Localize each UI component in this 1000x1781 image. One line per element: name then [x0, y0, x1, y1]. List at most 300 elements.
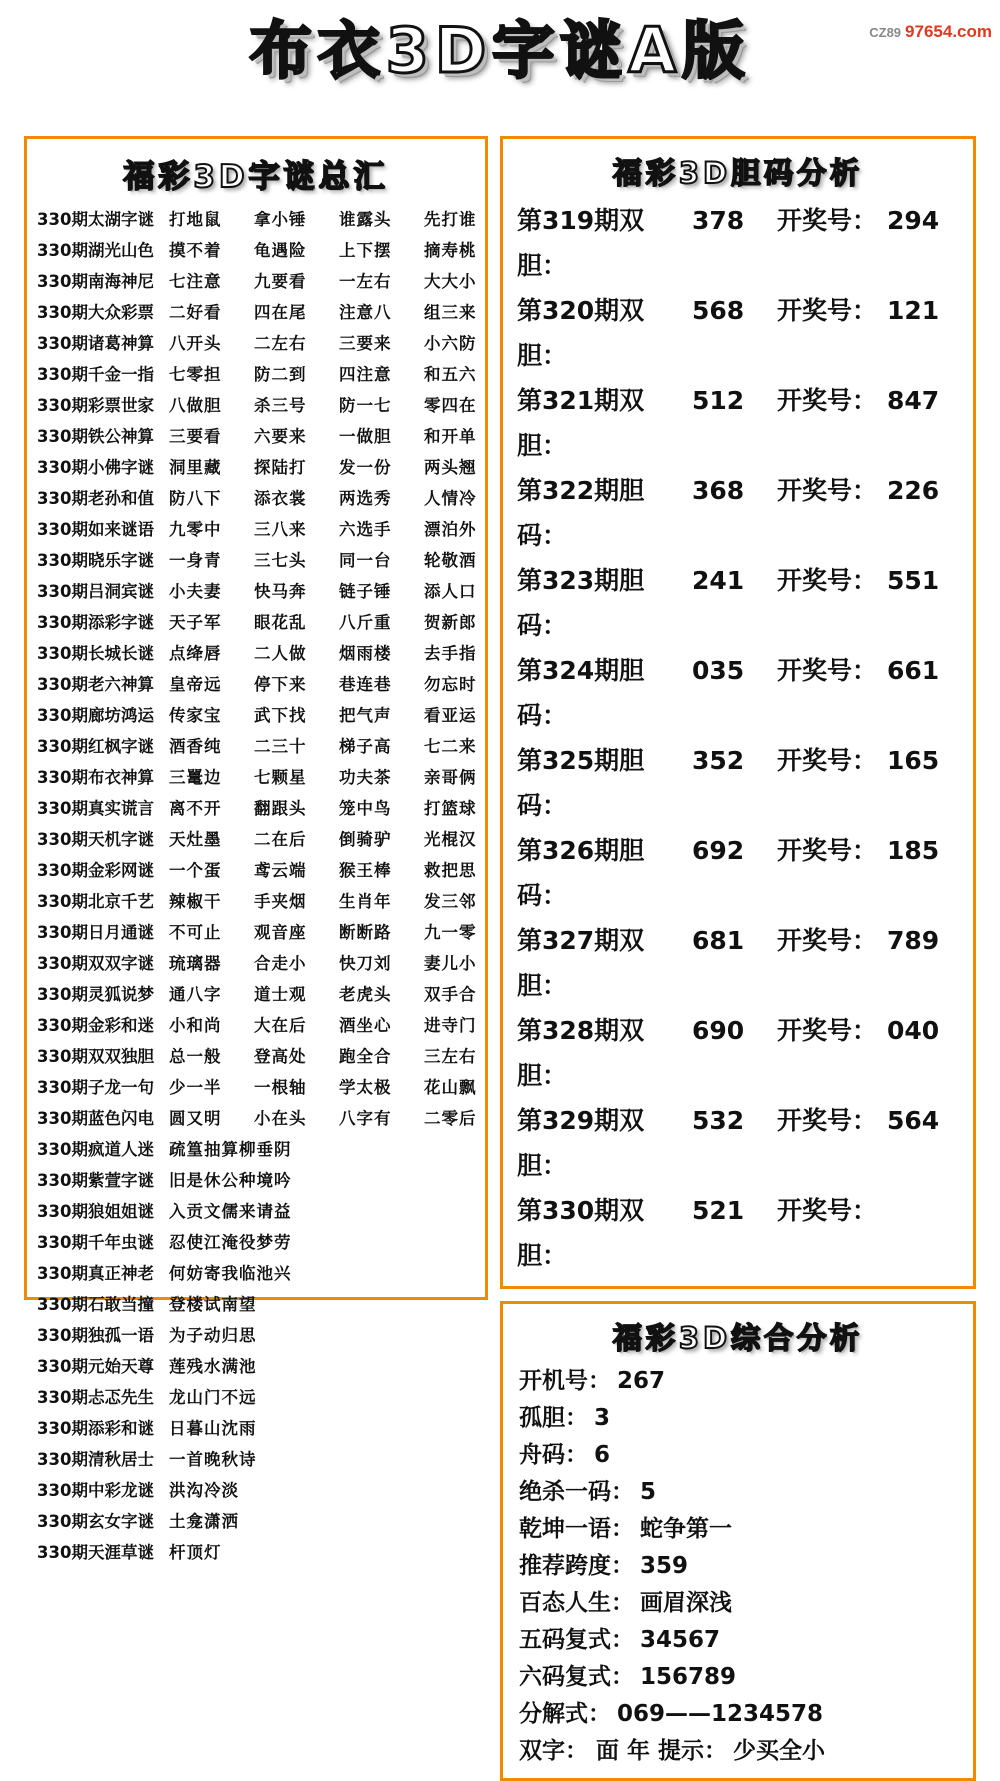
riddle-source-label: 330期添彩和谜 [37, 1419, 154, 1438]
riddle-clue-4: 二零后 [424, 1109, 477, 1128]
riddle-clue-1: 七零担 [169, 365, 222, 384]
riddle-source-label: 330期玄女字谜 [37, 1512, 154, 1531]
riddle-clue-1: 龙山门不远 [169, 1388, 257, 1407]
riddle-source-label: 330期独孤一语 [37, 1326, 154, 1345]
riddle-source-label: 330期长城长谜 [37, 644, 154, 663]
riddle-clue-4: 漂泊外 [424, 520, 477, 539]
riddle-clue-2: 二人做 [254, 644, 307, 663]
riddle-clue-3: 烟雨楼 [339, 644, 392, 663]
riddle-clue-2: 合走小 [254, 954, 307, 973]
riddle-source-label: 330期金彩网谜 [37, 861, 154, 880]
draw-number: 185 [887, 836, 940, 865]
riddle-source-label: 330期忐忑先生 [37, 1388, 154, 1407]
dan-row [511, 198, 965, 288]
riddle-clue-4: 和开单 [424, 427, 477, 446]
draw-number-label: 开奖号： [777, 206, 878, 235]
riddle-clue-4: 贺新郎 [424, 613, 477, 632]
draw-number-label: 开奖号： [777, 836, 878, 865]
riddle-clue-1: 土龛潇洒 [169, 1512, 239, 1531]
riddle-clue-1: 三要看 [169, 427, 222, 446]
riddle-source-label: 330期老六神算 [37, 675, 154, 694]
riddle-row [37, 359, 475, 390]
riddle-clue-1: 洞里藏 [169, 458, 222, 477]
dan-issue-label: 第330期双胆： [517, 1196, 645, 1270]
dan-issue-label: 第320期双胆： [517, 296, 645, 370]
riddle-summary-title: 福彩3D字谜总汇 [123, 159, 389, 195]
comprehensive-list [511, 1363, 965, 1770]
riddle-clue-1: 点绛唇 [169, 644, 222, 663]
riddle-clue-3: 八字有 [339, 1109, 392, 1128]
draw-number-label: 开奖号： [777, 566, 878, 595]
analysis-key: 绝杀一码： [519, 1479, 634, 1505]
dan-issue-label: 第328期双胆： [517, 1016, 645, 1090]
riddle-clue-2: 停下来 [254, 675, 307, 694]
riddle-source-label: 330期布衣神算 [37, 768, 154, 787]
analysis-key: 孤胆： [519, 1405, 588, 1431]
riddle-clue-2: 探陆打 [254, 458, 307, 477]
riddle-clue-1: 洪沟冷淡 [169, 1481, 239, 1500]
riddle-row [37, 731, 475, 762]
riddle-source-label: 330期铁公神算 [37, 427, 154, 446]
riddle-clue-1: 入贡文儒来请益 [169, 1202, 292, 1221]
analysis-row [511, 1474, 965, 1511]
riddle-clue-4: 勿忘时 [424, 675, 477, 694]
riddle-clue-1: 八开头 [169, 334, 222, 353]
riddle-clue-1: 离不开 [169, 799, 222, 818]
riddle-row [37, 1165, 475, 1196]
riddle-row [37, 421, 475, 452]
riddle-row [37, 1320, 475, 1351]
draw-number-label: 开奖号： [777, 1016, 878, 1045]
riddle-clue-3: 发一份 [339, 458, 392, 477]
riddle-clue-4: 添人口 [424, 582, 477, 601]
analysis-key: 百态人生： [519, 1590, 634, 1616]
riddle-clue-3: 六选手 [339, 520, 392, 539]
analysis-value: 069——1234578 [617, 1701, 824, 1727]
riddle-clue-2: 四在尾 [254, 303, 307, 322]
riddle-row [37, 235, 475, 266]
analysis-row [511, 1622, 965, 1659]
riddle-source-label: 330期双双字谜 [37, 954, 154, 973]
dan-list [511, 198, 965, 1278]
dan-number: 241 [692, 566, 745, 595]
riddle-source-label: 330期千金一指 [37, 365, 154, 384]
analysis-value: 蛇争第一 [640, 1516, 732, 1542]
riddle-clue-1: 杆顶灯 [169, 1543, 222, 1562]
riddle-clue-3: 八斤重 [339, 613, 392, 632]
riddle-clue-4: 妻儿小 [424, 954, 477, 973]
dan-issue-label: 第322期胆码： [517, 476, 645, 550]
watermark-left: CZ89 [869, 24, 902, 40]
riddle-clue-4: 去手指 [424, 644, 477, 663]
riddle-clue-4: 轮敬酒 [424, 551, 477, 570]
riddle-source-label: 330期天涯草谜 [37, 1543, 154, 1562]
riddle-row [37, 948, 475, 979]
dan-issue-label: 第326期胆码： [517, 836, 645, 910]
riddle-clue-1: 少一半 [169, 1078, 222, 1097]
riddle-source-label: 330期廊坊鸿运 [37, 706, 154, 725]
riddle-row [37, 1413, 475, 1444]
riddle-clue-2: 登高处 [254, 1047, 307, 1066]
draw-number-label: 开奖号： [777, 1196, 878, 1225]
riddle-source-label: 330期红枫字谜 [37, 737, 154, 756]
draw-number: 040 [887, 1016, 940, 1045]
riddle-clue-3: 链子锤 [339, 582, 392, 601]
riddle-clue-4: 救把思 [424, 861, 477, 880]
riddle-clue-4: 人情冷 [424, 489, 477, 508]
dan-row [511, 918, 965, 1008]
dan-number: 568 [692, 296, 745, 325]
riddle-row [37, 1444, 475, 1475]
dan-number: 368 [692, 476, 745, 505]
riddle-clue-3: 一左右 [339, 272, 392, 291]
riddle-clue-2: 眼花乱 [254, 613, 307, 632]
riddle-clue-4: 两头翘 [424, 458, 477, 477]
riddle-clue-1: 防八下 [169, 489, 222, 508]
riddle-row [37, 979, 475, 1010]
riddle-clue-4: 双手合 [424, 985, 477, 1004]
right-column [500, 136, 976, 1764]
riddle-row [37, 390, 475, 421]
dan-number: 690 [692, 1016, 745, 1045]
riddle-source-label: 330期如来谜语 [37, 520, 154, 539]
riddle-clue-1: 日暮山沈雨 [169, 1419, 257, 1438]
riddle-clue-4: 七二来 [424, 737, 477, 756]
draw-number-label: 开奖号： [777, 1106, 878, 1135]
analysis-value: 少买全小 [733, 1738, 826, 1764]
riddle-clue-1: 三鼍边 [169, 768, 222, 787]
riddle-row [37, 297, 475, 328]
riddle-row [37, 669, 475, 700]
dan-analysis-title: 福彩3D胆码分析 [612, 156, 864, 190]
riddle-clue-1: 不可止 [169, 923, 222, 942]
riddle-source-label: 330期湖光山色 [37, 241, 154, 260]
riddle-clue-2: 二左右 [254, 334, 307, 353]
dan-number: 521 [692, 1196, 745, 1225]
analysis-key: 六码复式： [519, 1664, 634, 1690]
dan-row [511, 1008, 965, 1098]
page-title: 布衣3D字谜A版 [249, 14, 751, 87]
riddle-clue-1: 忍使江淹役梦劳 [169, 1233, 292, 1252]
analysis-row [511, 1363, 965, 1400]
analysis-row [511, 1511, 965, 1548]
draw-number-label: 开奖号： [777, 386, 878, 415]
riddle-clue-3: 快刀刘 [339, 954, 392, 973]
riddle-row [37, 1506, 475, 1537]
riddle-clue-1: 琉璃器 [169, 954, 222, 973]
riddle-source-label: 330期紫萱字谜 [37, 1171, 154, 1190]
riddle-clue-3: 梯子高 [339, 737, 392, 756]
draw-number-label: 开奖号： [777, 296, 878, 325]
dan-issue-label: 第323期胆码： [517, 566, 645, 640]
dan-issue-label: 第329期双胆： [517, 1106, 645, 1180]
riddle-row [37, 1351, 475, 1382]
riddle-clue-4: 大大小 [424, 272, 477, 291]
riddle-clue-3: 两选秀 [339, 489, 392, 508]
analysis-value: 3 [594, 1405, 611, 1431]
riddle-clue-2: 一根轴 [254, 1078, 307, 1097]
riddle-source-label: 330期大众彩票 [37, 303, 154, 322]
riddle-source-label: 330期双双独胆 [37, 1047, 154, 1066]
riddle-clue-3: 断断路 [339, 923, 392, 942]
riddle-row [37, 855, 475, 886]
dan-number: 035 [692, 656, 745, 685]
riddle-source-label: 330期真正神老 [37, 1264, 154, 1283]
dan-issue-label: 第324期胆码： [517, 656, 645, 730]
riddle-clue-1: 为子动归思 [169, 1326, 257, 1345]
riddle-clue-2: 添衣裳 [254, 489, 307, 508]
riddle-row [37, 700, 475, 731]
riddle-row [37, 1258, 475, 1289]
riddle-row [37, 1289, 475, 1320]
draw-number: 294 [887, 206, 940, 235]
dan-issue-label: 第325期胆码： [517, 746, 645, 820]
riddle-clue-1: 打地鼠 [169, 210, 222, 229]
riddle-source-label: 330期清秋居士 [37, 1450, 154, 1469]
riddle-clue-4: 进寺门 [424, 1016, 477, 1035]
dan-row [511, 288, 965, 378]
analysis-row [511, 1400, 965, 1437]
analysis-value: 267 [617, 1368, 666, 1394]
analysis-key: 推荐跨度： [519, 1553, 634, 1579]
riddle-clue-1: 皇帝远 [169, 675, 222, 694]
riddle-clue-1: 圆又明 [169, 1109, 222, 1128]
riddle-clue-1: 二好看 [169, 303, 222, 322]
riddle-clue-3: 倒骑驴 [339, 830, 392, 849]
riddle-clue-3: 跑全合 [339, 1047, 392, 1066]
riddle-source-label: 330期老孙和值 [37, 489, 154, 508]
dan-issue-label: 第321期双胆： [517, 386, 645, 460]
riddle-clue-3: 同一台 [339, 551, 392, 570]
riddle-clue-2: 快马奔 [254, 582, 307, 601]
riddle-clue-1: 天灶墨 [169, 830, 222, 849]
riddle-row [37, 483, 475, 514]
riddle-clue-1: 一身青 [169, 551, 222, 570]
riddle-clue-2: 三七头 [254, 551, 307, 570]
riddle-source-label: 330期金彩和迷 [37, 1016, 154, 1035]
riddle-source-label: 330期南海神尼 [37, 272, 154, 291]
dan-number: 532 [692, 1106, 745, 1135]
riddle-row [37, 917, 475, 948]
riddle-clue-2: 翻跟头 [254, 799, 307, 818]
dan-row [511, 378, 965, 468]
riddle-clue-1: 何妨寄我临池兴 [169, 1264, 292, 1283]
draw-number: 661 [887, 656, 940, 685]
riddle-source-label: 330期小佛字谜 [37, 458, 154, 477]
riddle-source-label: 330期子龙一句 [37, 1078, 154, 1097]
riddle-summary-panel [24, 136, 488, 1562]
riddle-row [37, 638, 475, 669]
riddle-clue-2: 龟遇险 [254, 241, 307, 260]
riddle-source-label: 330期中彩龙谜 [37, 1481, 154, 1500]
riddle-row [37, 824, 475, 855]
riddle-clue-3: 防一七 [339, 396, 392, 415]
riddle-source-label: 330期元始天尊 [37, 1357, 154, 1376]
riddle-source-label: 330期彩票世家 [37, 396, 154, 415]
riddle-row [37, 1010, 475, 1041]
dan-row [511, 828, 965, 918]
riddle-clue-4: 和五六 [424, 365, 477, 384]
analysis-row [511, 1548, 965, 1585]
riddle-clue-2: 武下找 [254, 706, 307, 725]
analysis-row [511, 1659, 965, 1696]
analysis-value: 359 [640, 1553, 689, 1579]
dan-row [511, 1188, 965, 1278]
riddle-source-label: 330期吕洞宾谜 [37, 582, 154, 601]
riddle-clue-4: 组三来 [424, 303, 477, 322]
riddle-clue-4: 九一零 [424, 923, 477, 942]
riddle-source-label: 330期灵狐说梦 [37, 985, 154, 1004]
riddle-clue-3: 笼中鸟 [339, 799, 392, 818]
riddle-clue-2: 七颗星 [254, 768, 307, 787]
riddle-clue-1: 天子军 [169, 613, 222, 632]
analysis-value: 5 [640, 1479, 657, 1505]
riddle-row [37, 762, 475, 793]
riddle-clue-1: 摸不着 [169, 241, 222, 260]
analysis-row [511, 1696, 965, 1733]
draw-number-label: 开奖号： [777, 926, 878, 955]
riddle-source-label: 330期晓乐字谜 [37, 551, 154, 570]
riddle-clue-4: 打篮球 [424, 799, 477, 818]
riddle-clue-1: 传家宝 [169, 706, 222, 725]
analysis-key: 乾坤一语： [519, 1516, 634, 1542]
analysis-value: 156789 [640, 1664, 737, 1690]
riddle-clue-4: 先打谁 [424, 210, 477, 229]
riddle-row [37, 204, 475, 235]
riddle-clue-2: 手夹烟 [254, 892, 307, 911]
riddle-source-label: 330期北京千艺 [37, 892, 154, 911]
riddle-clue-1: 八做胆 [169, 396, 222, 415]
riddle-clue-1: 小夫妻 [169, 582, 222, 601]
analysis-row [511, 1585, 965, 1622]
draw-number-label: 开奖号： [777, 746, 878, 775]
riddle-row [37, 1382, 475, 1413]
riddle-clue-1: 总一般 [169, 1047, 222, 1066]
riddle-clue-1: 九零中 [169, 520, 222, 539]
riddle-row [37, 545, 475, 576]
analysis-key: 舟码： [519, 1442, 588, 1468]
riddle-source-label: 330期太湖字谜 [37, 210, 154, 229]
riddle-clue-4: 光棍汉 [424, 830, 477, 849]
riddle-clue-1: 疏篁抽算柳垂阴 [169, 1140, 292, 1159]
riddle-source-label: 330期狼姐姐谜 [37, 1202, 154, 1221]
watermark [869, 22, 992, 42]
dan-number: 681 [692, 926, 745, 955]
riddle-clue-2: 道士观 [254, 985, 307, 1004]
riddle-row [37, 1134, 475, 1165]
riddle-list [33, 204, 479, 1568]
draw-number: 121 [887, 296, 940, 325]
analysis-row [511, 1437, 965, 1474]
riddle-clue-3: 功夫茶 [339, 768, 392, 787]
riddle-clue-4: 亲哥俩 [424, 768, 477, 787]
riddle-source-label: 330期蓝色闪电 [37, 1109, 154, 1128]
riddle-clue-2: 六要来 [254, 427, 307, 446]
riddle-source-label: 330期疯道人迷 [37, 1140, 154, 1159]
dan-number: 378 [692, 206, 745, 235]
riddle-clue-1: 一首晚秋诗 [169, 1450, 257, 1469]
riddle-row [37, 576, 475, 607]
riddle-clue-1: 小和尚 [169, 1016, 222, 1035]
riddle-row [37, 1196, 475, 1227]
riddle-clue-2: 拿小锤 [254, 210, 307, 229]
riddle-source-label: 330期千年虫谜 [37, 1233, 154, 1252]
dan-row [511, 468, 965, 558]
draw-number-label: 开奖号： [777, 476, 878, 505]
dan-number: 512 [692, 386, 745, 415]
riddle-source-label: 330期诸葛神算 [37, 334, 154, 353]
riddle-clue-2: 大在后 [254, 1016, 307, 1035]
riddle-clue-4: 花山飘 [424, 1078, 477, 1097]
analysis-row [511, 1733, 965, 1770]
draw-number: 789 [887, 926, 940, 955]
draw-number: 847 [887, 386, 940, 415]
analysis-value: 画眉深浅 [640, 1590, 732, 1616]
riddle-source-label: 330期天机字谜 [37, 830, 154, 849]
riddle-clue-2: 杀三号 [254, 396, 307, 415]
analysis-key: 五码复式： [519, 1627, 634, 1653]
riddle-clue-2: 九要看 [254, 272, 307, 291]
riddle-clue-4: 小六防 [424, 334, 477, 353]
draw-number: 165 [887, 746, 940, 775]
riddle-row [37, 793, 475, 824]
analysis-key: 开机号： [519, 1368, 611, 1394]
dan-row [511, 558, 965, 648]
analysis-value: 34567 [640, 1627, 721, 1653]
riddle-clue-4: 摘寿桃 [424, 241, 477, 260]
riddle-clue-1: 莲残水满池 [169, 1357, 257, 1376]
analysis-key: 双字： 面 年 提示： [519, 1738, 728, 1764]
dan-row [511, 1098, 965, 1188]
riddle-clue-2: 小在头 [254, 1109, 307, 1128]
riddle-clue-3: 巷连巷 [339, 675, 392, 694]
dan-analysis-panel [500, 136, 976, 1289]
main-content [24, 136, 976, 1764]
riddle-clue-3: 把气声 [339, 706, 392, 725]
analysis-value: 6 [594, 1442, 611, 1468]
riddle-clue-2: 三八来 [254, 520, 307, 539]
riddle-clue-2: 观音座 [254, 923, 307, 942]
dan-row [511, 648, 965, 738]
riddle-row [37, 1041, 475, 1072]
riddle-row [37, 1072, 475, 1103]
draw-number: 564 [887, 1106, 940, 1135]
dan-issue-label: 第327期双胆： [517, 926, 645, 1000]
riddle-row [37, 452, 475, 483]
riddle-clue-3: 注意八 [339, 303, 392, 322]
riddle-clue-1: 通八字 [169, 985, 222, 1004]
dan-issue-label: 第319期双胆： [517, 206, 645, 280]
riddle-clue-2: 防二到 [254, 365, 307, 384]
riddle-clue-3: 学太极 [339, 1078, 392, 1097]
riddle-row [37, 1227, 475, 1258]
analysis-key: 分解式： [519, 1701, 611, 1727]
riddle-clue-2: 二在后 [254, 830, 307, 849]
riddle-clue-4: 三左右 [424, 1047, 477, 1066]
draw-number: 226 [887, 476, 940, 505]
riddle-source-label: 330期石敢当撞 [37, 1295, 154, 1314]
riddle-clue-1: 旧是休公种境吟 [169, 1171, 292, 1190]
draw-number-label: 开奖号： [777, 656, 878, 685]
riddle-clue-1: 酒香纯 [169, 737, 222, 756]
riddle-clue-3: 生肖年 [339, 892, 392, 911]
comprehensive-analysis-title: 福彩3D综合分析 [612, 1321, 864, 1355]
riddle-clue-2: 二三十 [254, 737, 307, 756]
riddle-clue-3: 三要来 [339, 334, 392, 353]
riddle-clue-3: 老虎头 [339, 985, 392, 1004]
riddle-row [37, 607, 475, 638]
riddle-clue-1: 辣椒干 [169, 892, 222, 911]
